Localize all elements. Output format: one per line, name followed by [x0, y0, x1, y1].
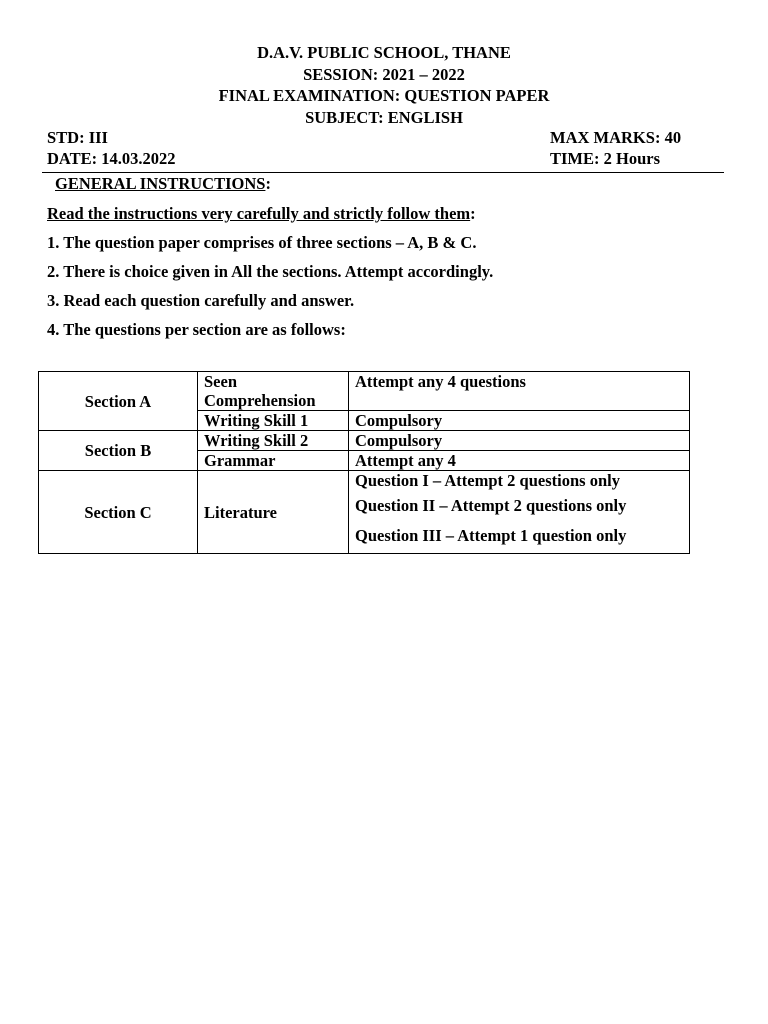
session: SESSION: 2021 – 2022	[303, 64, 465, 84]
instruction-item: 1. The question paper comprises of three sections – A, B & C.	[47, 233, 477, 252]
instructions-lead-text: Read the instructions very carefully and strictly follow them	[47, 204, 471, 223]
section-c-note: Question II – Attempt 2 questions only	[355, 496, 627, 515]
exam-time: TIME: 2 Hours	[550, 149, 661, 168]
section-c-note: Question I – Attempt 2 questions only	[355, 471, 620, 490]
table-row	[39, 471, 690, 554]
instruction-item: 4. The questions per section are as follows:	[47, 320, 346, 339]
lead-colon: :	[470, 204, 476, 223]
section-c-note: Question III – Attempt 1 question only	[355, 525, 627, 545]
section-b-part-2: Grammar	[198, 451, 349, 471]
section-a-note-1: Attempt any 4 questions	[349, 372, 690, 411]
subject: SUBJECT: ENGLISH	[305, 107, 463, 127]
section-c-label: Section C	[39, 471, 198, 554]
section-c-part: Literature	[198, 471, 349, 554]
instruction-item: 3. Read each question carefully and answer.	[47, 291, 355, 310]
section-a-part-1: Seen Comprehension	[198, 372, 349, 411]
sections-table	[38, 371, 690, 554]
section-b-note-2: Attempt any 4	[349, 451, 690, 471]
instruction-item: 2. There is choice given in All the sections. Attempt accordingly.	[47, 262, 494, 281]
instructions-lead	[47, 204, 476, 224]
exam-date: DATE: 14.03.2022	[47, 149, 176, 168]
section-a-part-2: Writing Skill 1	[198, 411, 349, 431]
section-a-label: Section A	[39, 372, 198, 431]
max-marks: MAX MARKS: 40	[550, 128, 682, 147]
section-b-note-1: Compulsory	[349, 431, 690, 451]
document-header	[0, 42, 768, 128]
section-a-note-2: Compulsory	[349, 411, 690, 431]
section-b-part-1: Writing Skill 2	[198, 431, 349, 451]
std: STD: III	[47, 128, 108, 147]
heading-colon: :	[265, 174, 271, 193]
school-name: D.A.V. PUBLIC SCHOOL, THANE	[257, 43, 511, 62]
table-row	[39, 372, 690, 411]
general-instructions-title: GENERAL INSTRUCTIONS	[55, 174, 266, 193]
exam-title: FINAL EXAMINATION: QUESTION PAPER	[218, 86, 550, 105]
section-b-label: Section B	[39, 431, 198, 471]
table-row	[39, 431, 690, 451]
header-divider	[42, 172, 724, 173]
section-c-notes	[349, 471, 690, 554]
general-instructions-heading	[55, 174, 271, 194]
